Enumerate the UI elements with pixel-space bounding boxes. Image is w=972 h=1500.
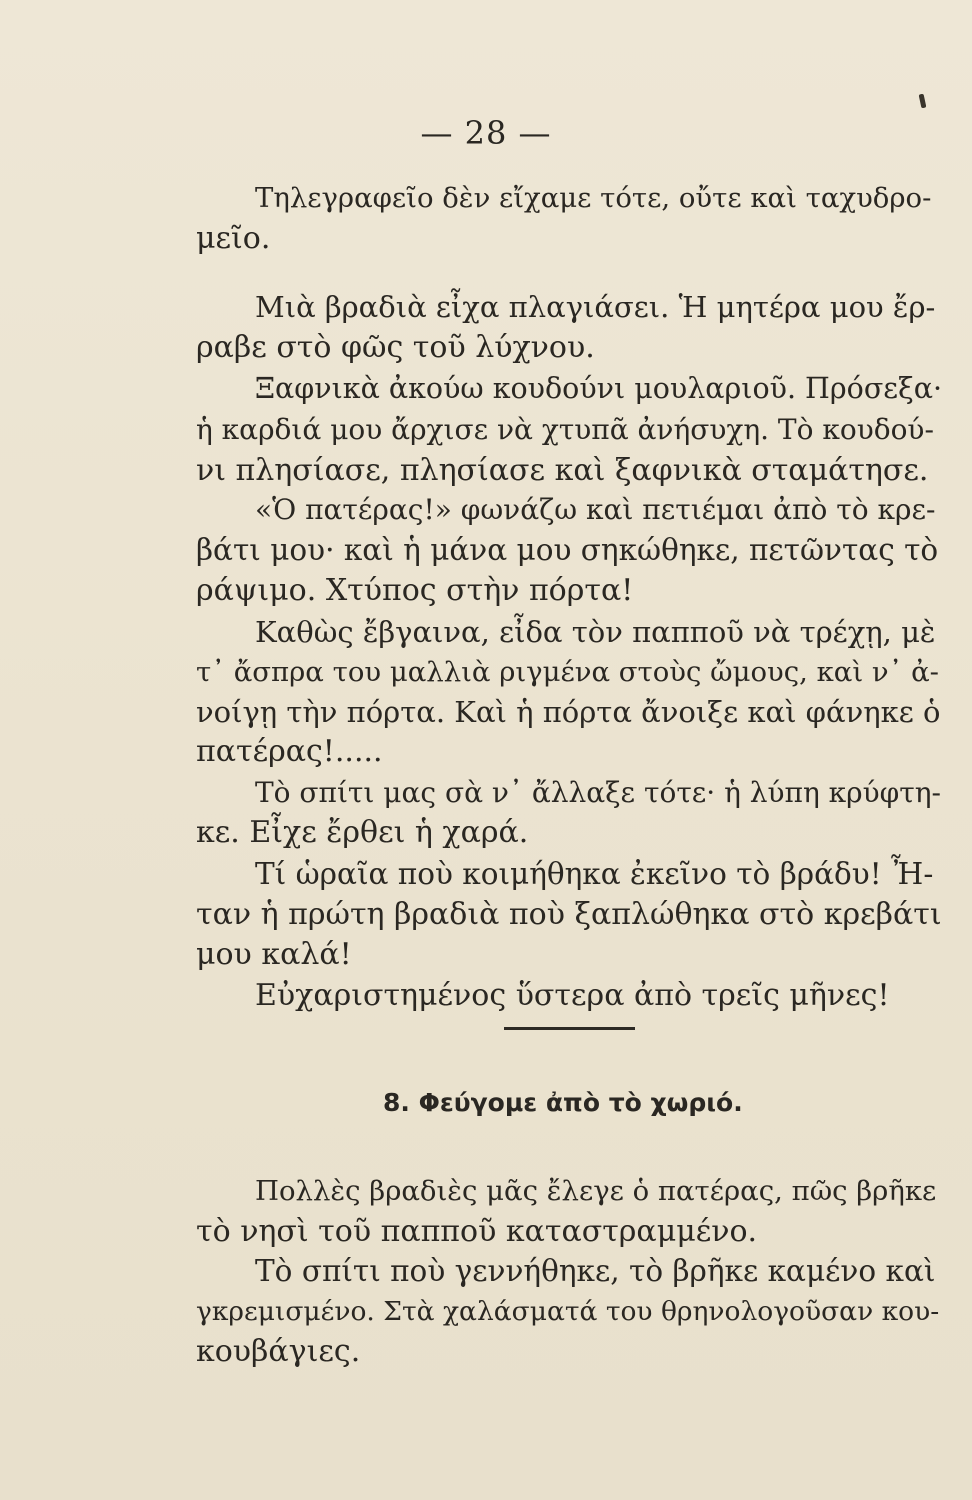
text-line-21: Πολλὲς βραδιὲς μᾶς ἔλεγε ὁ πατέρας, πῶς βρῆκε	[255, 1175, 937, 1207]
text-line-25: κουβάγιες.	[196, 1334, 361, 1369]
text-line-20: Εὐχαριστημένος ὕστερα ἀπὸ τρεῖς μῆνες!	[255, 978, 890, 1013]
text-line-18: ταν ἡ πρώτη βραδιὰ ποὺ ξαπλώθηκα στὸ κρεβάτι	[196, 897, 942, 932]
text-line-11: Καθὼς ἔβγαινα, εἶδα τὸν παπποῦ νὰ τρέχῃ, μὲ	[255, 615, 936, 649]
text-line-13: νοίγῃ τὴν πόρτα. Καὶ ἡ πόρτα ἄνοιξε καὶ φάνηκε ὁ	[196, 695, 941, 729]
text-line-24: γκρεμισμένο. Στὰ χαλάσματά του θρηνολογοῦσαν κου-	[196, 1296, 940, 1327]
text-line-14: πατέρας!.....	[196, 734, 383, 769]
section-heading: 8. Φεύγομε ἀπὸ τὸ χωριό.	[383, 1088, 743, 1117]
section-divider	[504, 1027, 635, 1030]
page-number: — 28 —	[420, 114, 552, 152]
text-line-19: μου καλά!	[196, 937, 352, 972]
text-line-1: Τηλεγραφεῖο δὲν εἴχαμε τότε, οὔτε καὶ ταχυδρο-	[255, 182, 932, 214]
text-line-12: τ᾿ ἄσπρα του μαλλιὰ ριγμένα στοὺς ὤμους, καὶ ν᾿ ἀ-	[196, 656, 939, 688]
text-line-8: «Ὁ πατέρας!» φωνάζω καὶ πετιέμαι ἀπὸ τὸ κρε-	[255, 493, 936, 526]
text-line-2: μεῖο.	[196, 221, 271, 256]
text-line-3: Μιὰ βραδιὰ εἶχα πλαγιάσει. Ἡ μητέρα μου ἔρ-	[255, 290, 936, 324]
ink-speck	[919, 94, 927, 109]
text-line-9: βάτι μου· καὶ ἡ μάνα μου σηκώθηκε, πετῶντας τὸ	[196, 533, 939, 567]
text-line-5: Ξαφνικὰ ἀκούω κουδούνι μουλαριοῦ. Πρόσεξα·	[255, 372, 943, 405]
text-line-7: νι πλησίασε, πλησίασε καὶ ξαφνικὰ σταμάτησε.	[196, 453, 929, 488]
text-line-17: Τί ὡραῖα ποὺ κοιμήθηκα ἐκεῖνο τὸ βράδυ! Ἦ-	[255, 857, 934, 891]
text-line-23: Τὸ σπίτι ποὺ γεννήθηκε, τὸ βρῆκε καμένο καὶ	[255, 1254, 936, 1288]
text-line-6: ἡ καρδιά μου ἄρχισε νὰ χτυπᾶ ἀνήσυχη. Τὸ κουδού-	[196, 413, 934, 446]
text-line-22: τὸ νησὶ τοῦ παπποῦ καταστραμμένο.	[196, 1214, 758, 1249]
text-line-15: Τὸ σπίτι μας σὰ ν᾿ ἄλλαξε τότε· ἡ λύπη κρύφτη-	[255, 776, 941, 809]
text-line-4: ραβε στὸ φῶς τοῦ λύχνου.	[196, 330, 595, 365]
text-line-10: ράψιμο. Χτύπος στὴν πόρτα!	[196, 573, 634, 608]
text-line-16: κε. Εἶχε ἔρθει ἡ χαρά.	[196, 815, 529, 850]
